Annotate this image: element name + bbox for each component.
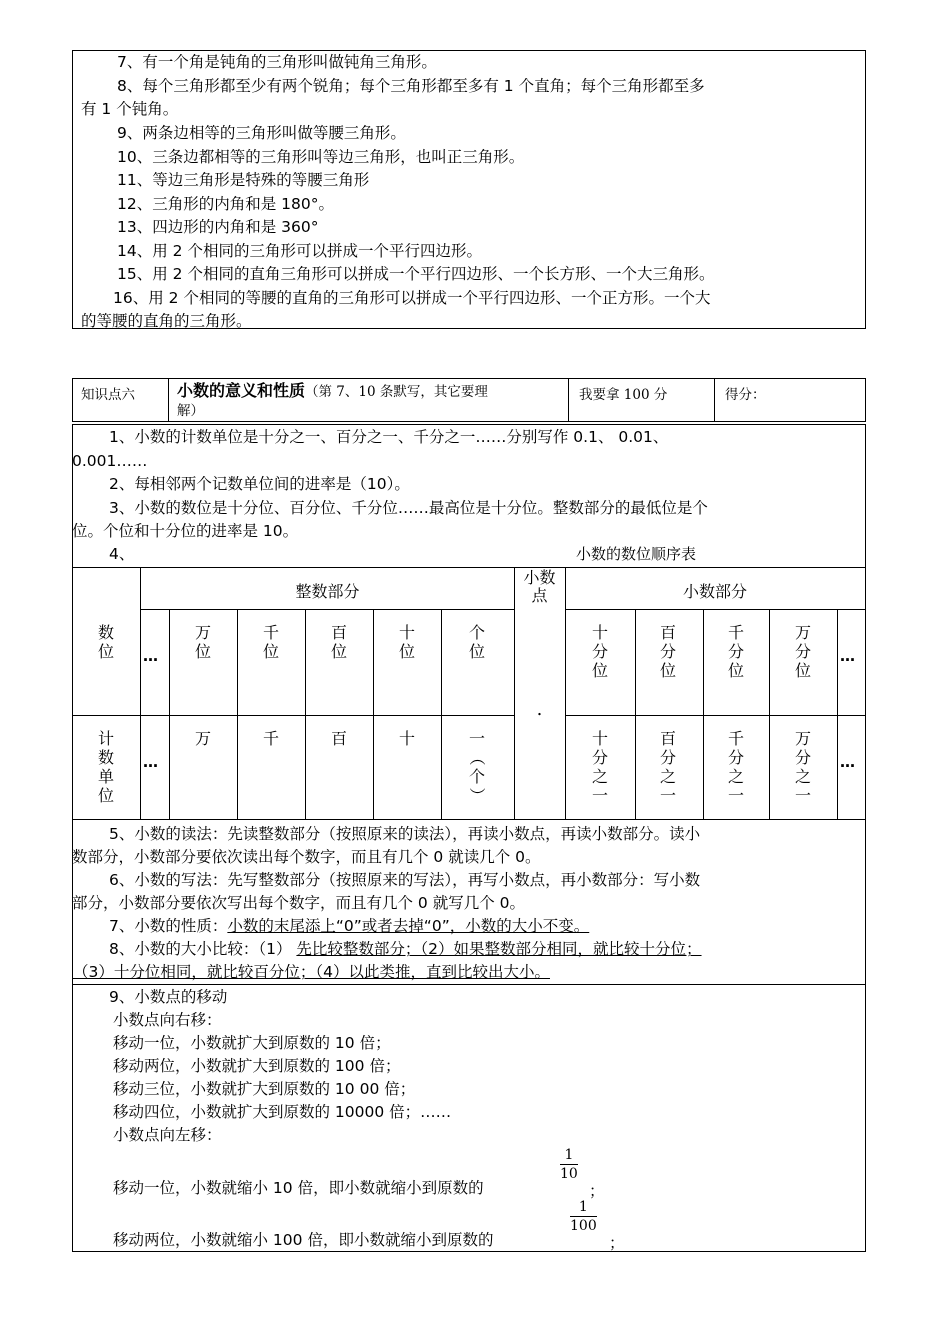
unit-qian: 千: [262, 729, 279, 748]
place-ge: 个 位: [468, 623, 485, 661]
unit-hundredth: 百 分 之 一: [659, 729, 676, 805]
point-8: [73, 938, 865, 960]
point-8-rule: 先比较整数部分；（2）如果整数部分相同，就比较十分位；: [296, 940, 702, 958]
place-hundredths: 百 分 位: [659, 623, 676, 680]
place-tenths: 十 分 位: [591, 623, 608, 680]
fact-7: 7、有一个角是钝角的三角形叫做钝角三角形。: [117, 53, 437, 71]
header-title-note: （第 7、10 条默写，其它要理: [305, 384, 488, 400]
unit-ten-thousandth: 万 分 之 一: [794, 729, 811, 805]
table-caption: 小数的数位顺序表: [576, 545, 697, 563]
fact-8: 8、每个三角形都至少有两个锐角；每个三角形都至多有 1 个直角；每个三角形都至多: [117, 77, 705, 95]
point-4: 4、: [109, 545, 135, 563]
fraction-1-denominator: 10: [560, 1166, 578, 1182]
right-shift-title: 小数点向右移：: [113, 1011, 222, 1029]
point-7: [73, 915, 865, 937]
point-1: 1、小数的计数单位是十分之一、百分之一、千分之一……分别写作 0.1、 0.01、: [109, 428, 669, 446]
header-title-cell: [169, 379, 569, 421]
decimals-box: [72, 424, 866, 1252]
row-place-label: 数 位: [97, 623, 114, 661]
fraction-one-hundredth: [570, 1198, 597, 1235]
fraction-one-tenth: [560, 1146, 578, 1183]
ellipsis-left-1: …: [143, 647, 156, 665]
place-qian: 千 位: [262, 623, 279, 661]
decimal-part-header: 小数部分: [682, 582, 747, 601]
decimal-place-table: [73, 567, 865, 821]
unit-tenth: 十 分 之 一: [591, 729, 608, 805]
fact-14: 14、用 2 个相同的三角形可以拼成一个平行四边形。: [117, 242, 482, 260]
point-8-cont: （3）十分位相同，就比较百分位；（4）以此类推，直到比较出大小。: [73, 963, 550, 981]
header-score: 得分：: [725, 387, 766, 403]
right-shift-1: 移动一位，小数就扩大到原数的 10 倍；: [113, 1034, 391, 1052]
fact-13: 13、四边形的内角和是 360°: [117, 218, 319, 236]
unit-wan: 万: [194, 729, 211, 748]
place-bai: 百 位: [330, 623, 347, 661]
fact-9: 9、两条边相等的三角形叫做等腰三角形。: [117, 124, 406, 142]
point-6-cont: 部分，小数部分要依次写出每个数字，而且有几个 0 就写几个 0。: [72, 894, 526, 912]
point-5-cont: 数部分，小数部分要依次读出每个数字，而且有几个 0 就读几个 0。: [72, 848, 541, 866]
place-thousandths: 千 分 位: [727, 623, 744, 680]
ellipsis-left-2: …: [143, 753, 156, 771]
place-ten-thousandths: 万 分 位: [794, 623, 811, 680]
place-shi: 十 位: [398, 623, 415, 661]
unit-ge: 一 （ 个 ）: [467, 729, 487, 804]
point-9: 9、小数点的移动: [109, 988, 228, 1006]
point-header-2: 点: [531, 586, 548, 605]
point-3: 3、小数的数位是十分位、百分位、千分位……最高位是十分位。整数部分的最低位是个: [109, 499, 708, 517]
fact-10: 10、三条边都相等的三角形叫等边三角形，也叫正三角形。: [117, 148, 525, 166]
left-shift-2-end: ；: [609, 1234, 625, 1252]
point-8-lead: 8、小数的大小比较：（1）: [109, 940, 297, 958]
header-goal: 我要拿 100 分: [569, 379, 715, 421]
right-shift-3: 移动三位，小数就扩大到原数的 10 00 倍；: [113, 1080, 416, 1098]
fact-16-cont: 的等腰的直角的三角形。: [81, 312, 252, 330]
point-7-property: 小数的末尾添上“0”或者去掉“0”，小数的大小不变。: [227, 917, 590, 935]
header-title-note2: 解）: [177, 403, 204, 419]
point-header-1: 小数: [523, 568, 556, 587]
point-1-cont: 0.001……: [72, 452, 148, 470]
point-5: 5、小数的读法：先读整数部分（按照原来的读法），再读小数点，再读小数部分。读小: [109, 825, 701, 843]
unit-shi: 十: [398, 729, 415, 748]
point-header: [514, 569, 565, 605]
right-shift-4: 移动四位，小数就扩大到原数的 10000 倍；……: [113, 1103, 452, 1121]
point-6: 6、小数的写法：先写整数部分（按照原来的写法），再写小数点，再小数部分：写小数: [109, 871, 701, 889]
integer-part-header: 整数部分: [295, 582, 360, 601]
left-shift-1-end: ；: [589, 1182, 605, 1200]
fraction-1-numerator: 1: [560, 1146, 578, 1165]
unit-bai: 百: [330, 729, 347, 748]
left-shift-1: 移动一位，小数就缩小 10 倍，即小数就缩小到原数的: [113, 1179, 484, 1197]
fact-11: 11、等边三角形是特殊的等腰三角形: [117, 171, 370, 189]
header-title: 小数的意义和性质: [177, 381, 306, 400]
decimal-point: .: [536, 699, 543, 720]
row-unit-label: 计 数 单 位: [97, 729, 114, 805]
right-shift-2: 移动两位，小数就扩大到原数的 100 倍；: [113, 1057, 401, 1075]
fact-12: 12、三角形的内角和是 180°。: [117, 195, 334, 213]
point-7-lead: 7、小数的性质：: [109, 917, 228, 935]
point-3-cont: 位。个位和十分位的进率是 10。: [72, 522, 299, 540]
ellipsis-right-2: …: [840, 753, 853, 771]
left-shift-2: 移动两位，小数就缩小 100 倍，即小数就缩小到原数的: [113, 1231, 494, 1249]
fact-16: 16、用 2 个相同的等腰的直角的三角形可以拼成一个平行四边形、一个正方形。一个大: [113, 289, 711, 307]
triangle-facts-box: [72, 50, 866, 329]
left-shift-title: 小数点向左移：: [113, 1126, 222, 1144]
point-2: 2、每相邻两个记数单位间的进率是（10）。: [109, 475, 410, 493]
ellipsis-right-1: …: [840, 647, 853, 665]
fraction-2-numerator: 1: [570, 1198, 597, 1217]
fact-15: 15、用 2 个相同的直角三角形可以拼成一个平行四边形、一个长方形、一个大三角形。: [117, 265, 715, 283]
place-wan: 万 位: [194, 623, 211, 661]
knowledge-header: [72, 378, 866, 422]
fact-8-cont: 有 1 个钝角。: [81, 100, 179, 118]
unit-thousandth: 千 分 之 一: [727, 729, 744, 805]
header-label: 知识点六: [73, 379, 169, 421]
divider: [73, 984, 865, 985]
fraction-2-denominator: 100: [570, 1218, 597, 1234]
